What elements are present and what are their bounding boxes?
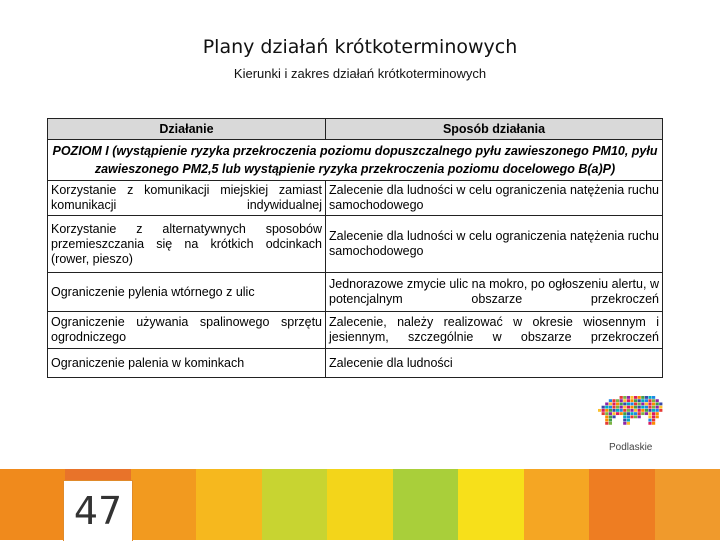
table-row xyxy=(48,216,663,273)
logo-mosaic-tile xyxy=(605,415,608,418)
logo-mosaic-tile xyxy=(656,399,659,402)
logo-mosaic-tile xyxy=(645,399,648,402)
logo-mosaic-tile xyxy=(620,406,623,409)
logo-mosaic-tile xyxy=(641,412,644,415)
logo-mosaic-tile xyxy=(656,409,659,412)
logo-mosaic-tile xyxy=(648,402,651,405)
logo-mosaic-tile xyxy=(645,406,648,409)
logo-mosaic-tile xyxy=(623,419,626,422)
logo-mosaic-tile xyxy=(627,399,630,402)
actions-table xyxy=(47,118,663,378)
logo-mosaic-tile xyxy=(638,399,641,402)
table-header-row xyxy=(48,119,663,140)
logo-mosaic-tile xyxy=(616,412,619,415)
strip-segment xyxy=(196,469,262,540)
logo-mosaic-tile xyxy=(602,406,605,409)
logo-mosaic-tile xyxy=(630,402,633,405)
logo-text: Podlaskie xyxy=(609,442,653,453)
logo-mosaic-tile xyxy=(652,422,655,425)
logo-mosaic-tile xyxy=(645,396,648,399)
logo-mosaic-tile xyxy=(634,409,637,412)
logo-mosaic-tile xyxy=(612,406,615,409)
logo-mosaic-tile xyxy=(630,406,633,409)
logo-mosaic-tile xyxy=(634,399,637,402)
logo-mosaic-tile xyxy=(627,415,630,418)
action-cell: Ograniczenie używania spalinowego sprzętu ogrodniczego xyxy=(48,312,326,349)
logo-mosaic-tile xyxy=(659,406,662,409)
logo-mosaic-tile xyxy=(627,406,630,409)
page-number: 47 xyxy=(63,480,133,541)
strip-segment xyxy=(0,469,66,540)
logo-mosaic-tile xyxy=(605,402,608,405)
logo-mosaic-tile xyxy=(652,396,655,399)
logo-mosaic-tile xyxy=(609,399,612,402)
logo-mosaic-tile xyxy=(605,409,608,412)
strip-segment xyxy=(458,469,524,540)
logo-mosaic-tile xyxy=(638,415,641,418)
logo-mosaic-tile xyxy=(634,406,637,409)
logo-mosaic-tile xyxy=(609,409,612,412)
logo-mosaic-tile xyxy=(630,409,633,412)
logo-mosaic-tile xyxy=(638,396,641,399)
logo-mosaic-tile xyxy=(652,415,655,418)
method-cell: Zalecenie dla ludności w celu ograniczenia natężenia ruchu samochodowego xyxy=(326,181,663,216)
page-title: Plany działań krótkoterminowych xyxy=(202,36,518,58)
table-row xyxy=(48,312,663,349)
strip-segment xyxy=(393,469,459,540)
logo-mosaic-tile xyxy=(634,402,637,405)
logo-mosaic-tile xyxy=(645,412,648,415)
logo-mosaic-tile xyxy=(652,419,655,422)
logo-mosaic-tile xyxy=(605,419,608,422)
logo-mosaic-tile xyxy=(623,399,626,402)
logo-mosaic-tile xyxy=(656,415,659,418)
logo-mosaic-tile xyxy=(612,412,615,415)
method-cell: Zalecenie dla ludności xyxy=(326,349,663,378)
logo-mosaic-tile xyxy=(630,412,633,415)
logo-mosaic-tile xyxy=(648,412,651,415)
logo-mosaic-tile xyxy=(623,402,626,405)
logo-mosaic-tile xyxy=(648,415,651,418)
logo-mosaic-tile xyxy=(623,396,626,399)
logo-mosaic-tile xyxy=(605,406,608,409)
table-row xyxy=(48,181,663,216)
logo-mosaic-tile xyxy=(623,422,626,425)
action-cell: Korzystanie z alternatywnych sposobów przemieszczania się na krótkich odcinkach (rower, pieszo) xyxy=(48,216,326,273)
logo-mosaic-tile xyxy=(616,399,619,402)
logo-mosaic-tile xyxy=(634,396,637,399)
logo-mosaic-tile xyxy=(627,402,630,405)
logo-mosaic-tile xyxy=(648,422,651,425)
logo-mosaic-tile xyxy=(652,412,655,415)
strip-segment xyxy=(262,469,328,540)
logo-mosaic-tile xyxy=(641,406,644,409)
logo-mosaic-tile xyxy=(638,402,641,405)
action-cell: Ograniczenie pylenia wtórnego z ulic xyxy=(48,273,326,312)
logo-mosaic-tile xyxy=(652,409,655,412)
logo-mosaic-tile xyxy=(623,406,626,409)
logo-mosaic-tile xyxy=(627,396,630,399)
logo-mosaic-tile xyxy=(645,402,648,405)
logo-mosaic-tile xyxy=(659,409,662,412)
strip-segment xyxy=(131,469,197,540)
logo-mosaic-tile xyxy=(627,412,630,415)
logo-mosaic-tile xyxy=(605,422,608,425)
logo-mosaic-tile xyxy=(612,415,615,418)
logo-mosaic-tile xyxy=(656,402,659,405)
strip-segment xyxy=(524,469,590,540)
method-cell: Zalecenie dla ludności w celu ograniczenia natężenia ruchu samochodowego xyxy=(326,216,663,273)
logo-mosaic-tile xyxy=(641,399,644,402)
method-cell: Zalecenie, należy realizować w okresie wiosennym i jesiennym, szczególnie w obszarze przekroczeń xyxy=(326,312,663,349)
logo-mosaic-tile xyxy=(634,412,637,415)
logo-mosaic-tile xyxy=(609,415,612,418)
logo-mosaic-tile xyxy=(638,406,641,409)
logo-mosaic-tile xyxy=(612,399,615,402)
logo-mosaic-tile xyxy=(620,399,623,402)
logo-mosaic-tile xyxy=(638,409,641,412)
logo-mosaic-tile xyxy=(609,412,612,415)
logo-mosaic-tile xyxy=(652,399,655,402)
logo-mosaic-tile xyxy=(609,402,612,405)
logo-mosaic-tile xyxy=(616,406,619,409)
logo-mosaic-tile xyxy=(648,406,651,409)
logo-mosaic-tile xyxy=(641,402,644,405)
logo-mosaic-tile xyxy=(609,419,612,422)
logo-mosaic-tile xyxy=(602,409,605,412)
logo-mosaic-tile xyxy=(641,396,644,399)
logo-mosaic-tile xyxy=(630,415,633,418)
strip-segment xyxy=(589,469,655,540)
action-cell: Ograniczenie palenia w kominkach xyxy=(48,349,326,378)
logo-mosaic-tile xyxy=(620,396,623,399)
logo-mosaic-tile xyxy=(634,415,637,418)
table-row xyxy=(48,273,663,312)
method-cell: Jednorazowe zmycie ulic na mokro, po ogłoszeniu alertu, w potencjalnym obszarze przekroczeń xyxy=(326,273,663,312)
logo-mosaic-tile xyxy=(648,399,651,402)
logo-mosaic-tile xyxy=(620,402,623,405)
logo-mosaic-tile xyxy=(652,406,655,409)
page-subtitle: Kierunki i zakres działań krótkoterminowych xyxy=(233,66,487,81)
logo-mosaic-tile xyxy=(609,422,612,425)
logo-mosaic-tile xyxy=(638,412,641,415)
logo-mosaic-tile xyxy=(648,409,651,412)
level-description: POZIOM I (wystąpienie ryzyka przekroczenia poziomu dopuszczalnego pyłu zawieszonego PM10, pyłu zawieszonego PM2,5 lub wystąpienie ryzyka przekroczenia poziomu docelowego B(a)P) xyxy=(48,140,663,181)
logo-mosaic-tile xyxy=(627,409,630,412)
logo-mosaic-tile xyxy=(623,409,626,412)
logo-mosaic-tile xyxy=(656,412,659,415)
table-row xyxy=(48,349,663,378)
logo-mosaic-tile xyxy=(627,422,630,425)
action-cell: Korzystanie z komunikacji miejskiej zamiast komunikacji indywidualnej xyxy=(48,181,326,216)
logo-mosaic-tile xyxy=(641,409,644,412)
column-header-action: Działanie xyxy=(48,119,326,140)
logo-mosaic-tile xyxy=(630,399,633,402)
logo-mosaic-tile xyxy=(659,402,662,405)
logo-mosaic-tile xyxy=(645,409,648,412)
logo-mosaic-tile xyxy=(620,412,623,415)
logo-mosaic-tile xyxy=(612,409,615,412)
logo-mosaic-tile xyxy=(623,412,626,415)
logo-mosaic-tile xyxy=(648,419,651,422)
logo-mosaic-tile xyxy=(648,396,651,399)
logo-mosaic-tile xyxy=(630,396,633,399)
logo-mosaic-tile xyxy=(609,406,612,409)
logo-mosaic-tile xyxy=(616,409,619,412)
column-header-method: Sposób działania xyxy=(326,119,663,140)
logo-mosaic-tile xyxy=(620,409,623,412)
logo-mosaic-tile xyxy=(627,419,630,422)
logo-mosaic-tile xyxy=(602,412,605,415)
logo-mosaic-tile xyxy=(656,406,659,409)
level-row xyxy=(48,140,663,181)
logo-mosaic-tile xyxy=(616,402,619,405)
logo-mosaic-tile xyxy=(623,415,626,418)
strip-segment xyxy=(655,469,720,540)
logo-mosaic-tile xyxy=(612,402,615,405)
logo-mosaic-tile xyxy=(605,412,608,415)
logo-mosaic-tile xyxy=(652,402,655,405)
logo-mosaic-tile xyxy=(598,409,601,412)
strip-segment xyxy=(327,469,393,540)
